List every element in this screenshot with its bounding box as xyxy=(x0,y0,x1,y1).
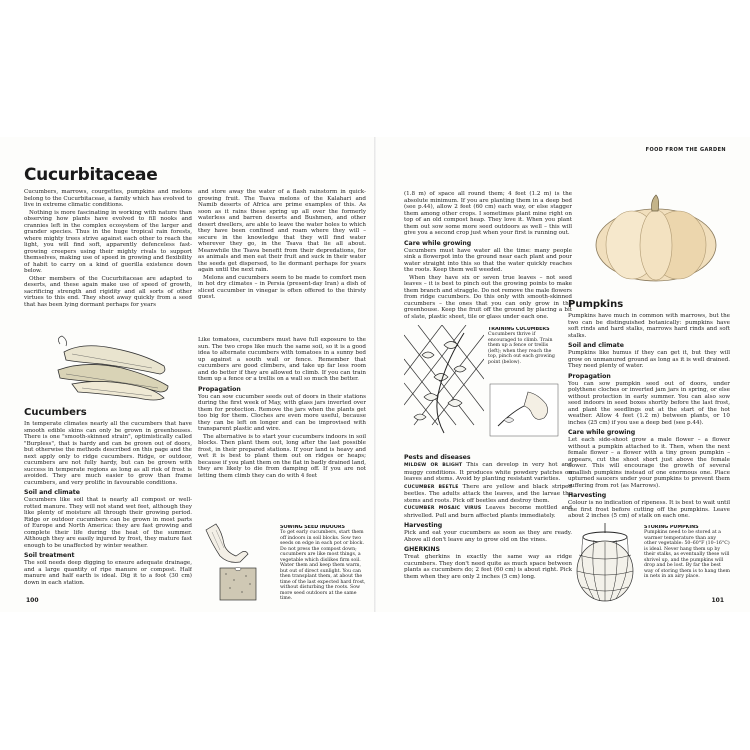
sowing-seed-illustration xyxy=(202,522,274,604)
intro-column-2 xyxy=(198,189,366,329)
pumpkin-care-heading: Care while growing xyxy=(568,429,636,436)
harvesting-text: Pick and eat your cucumbers as soon as they are ready. Above all don't leave any to grow old on the vines. xyxy=(404,530,572,543)
left-page xyxy=(18,137,370,612)
storing-caption-title: STORING PUMPKINS xyxy=(644,525,699,530)
propagation-text: The alternative is to start your cucumbers indoors in soil blocks. Then plant them out, long after the last possible frost, in their prepared stations. If your land is heavy and wet it is best to plant them out on ridges or heaps; because if you plant them on the flat in badly drained land, they are likely to die from damping off. If you are not letting them climb they can do with 4 feet xyxy=(198,433,366,479)
pest-item xyxy=(404,462,572,483)
training-cucumbers-illustration xyxy=(404,325,484,435)
pest-item xyxy=(404,505,572,519)
pumpkins-heading: Pumpkins xyxy=(568,299,624,310)
pumpkin-care-text: Let each side-shoot grow a male flower – a flower without a pumpkin attached to it. Then, when the next female flower – a flower with a tiny green pumpkin – appears, cut the shoot short just above the female flower. This will encourage the growth of several smallish pumpkins instead of one enormous one. Place upturned saucers under your pumpkins to prevent them suffering from rot (as Marrows). xyxy=(568,437,730,489)
soil-climate-text: Cucumbers like soil that is nearly all compost or well-rotted manure. They will not stand wet feet, although they like plenty of moisture all through their growing period. Ridge or outdoor cucumbers can be grown in most parts of Europe and North America: they are fast growing and complete their life during the heat of the summer. Although they are easily injured by frost, they mature fast enough to be unaffected by winter weather. xyxy=(24,497,192,549)
care-text: Cucumbers must have water all the time: many people sink a flowerpot into the ground near each plant and pour water straight into this so that the water quickly reaches the roots. Keep them well weeded. xyxy=(404,247,572,273)
storing-pumpkins-illustration xyxy=(570,523,640,607)
page-number-left: 100 xyxy=(26,597,39,604)
intro-paragraph: Nothing is more fascinating in working with nature than observing how plants have evolved to fill nooks and crannies left in the complex ecosystem of the larger and grander species. Thus in the huge tropical rain forests, where mighty trees strive against each other to reach the light, you will find soft, apparently defenceless fast-growing creepers using their mighty rivals to support themselves, making use of speed in growing and flexibility of habit to carry on a kind of guerilla existence down below. xyxy=(24,209,192,274)
pumpkin-propagation-heading: Propagation xyxy=(568,372,611,380)
running-header: FOOD FROM THE GARDEN xyxy=(645,147,726,153)
book-spread xyxy=(0,137,750,612)
intro-paragraph: and store away the water of a flash rainstorm in quick-growing fruit. The Tsava melons of the Kalahari and Namib deserts of Africa are prime examples of this. As soon as it rains these spring up all over the formerly waterless and barren deserts and Bushmen, and other desert dwellers, are able to leave the water holes to which they have been confined and roam where they will – secure in the knowledge that they will find water wherever they go, in the Tsava that lie all about. Meanwhile the Tsava benefit from their depredations, for as animals and men eat their fruit and suck in their water the seeds get dispersed, to lie dormant perhaps for years again until the next rain. xyxy=(198,189,366,273)
harvesting-heading: Harvesting xyxy=(404,522,443,529)
page-title: Cucurbitaceae xyxy=(24,165,158,185)
pests-column xyxy=(404,451,572,601)
pests-heading: Pests and diseases xyxy=(404,454,471,461)
sowing-caption-text: To get early cucumbers, start them off indoors in soil blocks. Sow two seeds on edge in each pot or block. Do not press the compost down; cucumbers are like most things, a vegetable which dislikes firm soil. Water them and keep them warm, but out of direct sunlight. You can then transplant them, at about the time of the last expected hard frost, without disturbing the roots. Sow more seed outdoors at the same time. xyxy=(280,530,366,601)
intro-paragraph: Melons and cucumbers seem to be made to comfort men in hot dry climates – in Persia (present-day Iran) a dish of sliced cucumber in vinegar is often offered to the thirsty guest. xyxy=(198,274,366,300)
care-text: When they have six or seven true leaves – not seed leaves – it is best to pinch out the growing points to make them branch and straggle. Do not remove the male flowers from ridge cucumbers. Do this only with smooth-skinned cucumbers – the ones that you can only grow in the greenhouse. Keep the fruit off the ground by placing a bit of slate, plastic sheet, tile or glass under each one. xyxy=(404,274,572,320)
spacing-text: (1.8 m) of space all round them; 4 feet (1.2 m) is the absolute minimum. If you are planting them in a deep bed (see p.44), allow 2 feet (60 cm) each way, or else stagger them among other crops. I sometimes plant mine right on top of an old compost heap. They love it. When you plant them out sow some more seed outdoors as well – this will give you a second crop just when your first is running out. xyxy=(404,191,572,236)
intro-column-1 xyxy=(24,189,192,329)
gherkins-text: Treat gherkins in exactly the same way as ridge cucumbers. They don't need quite as much space between plants as cucumbers do; 2 feet (60 cm) is about right. Pick them when they are only 2 inches (5 cm) long. xyxy=(404,554,572,580)
sowing-caption xyxy=(280,525,368,609)
pumpkin-harvesting-text: Colour is no indication of ripeness. It is best to wait until the first frost before cutting off the pumpkins. Leave about 2 inches (5 cm) of stalk on each one. xyxy=(568,500,730,519)
intro-paragraph: Other members of the Cucurbitaceae are adapted to deserts, and these again make use of speed of growth, sacrificing strength and rigidity and all sorts of other virtues to this end. They shoot away quickly from a seed that has been lying dormant perhaps for years xyxy=(24,275,192,308)
cucumbers-heading: Cucumbers xyxy=(24,407,87,418)
training-caption-text: Cucumbers thrive if encouraged to climb. Train them up a fence or trellis (left); when they reach the top, pinch out each growing point (below). xyxy=(488,332,555,365)
pumpkins-intro: Pumpkins have much in common with marrows, but the two can be distinguished botanically: pumpkins have soft rinds and hard stalks, marrows hard rinds and soft stalks. xyxy=(568,313,730,339)
sun-exposure-text: Like tomatoes, cucumbers must have full exposure to the sun. The two crops like much the same soil, so it is a good idea to alternate cucumbers with tomatoes in a sunny bed up against a south wall or fence. Remember that cucumbers are good climbers, and take up far less room and do better if they are allowed to climb. If you can train them up a fence or a trellis on a wall so much the better. xyxy=(198,337,366,382)
right-page xyxy=(380,137,732,612)
gherkins-heading: GHERKINS xyxy=(404,546,440,553)
pumpkin-harvesting-heading: Harvesting xyxy=(568,492,607,499)
cucumber-illustration xyxy=(52,334,172,404)
sowing-caption-title: SOWING SEED INDOORS xyxy=(280,525,345,530)
book-gutter xyxy=(374,137,376,612)
pest-item xyxy=(404,484,572,505)
pumpkin-soil-heading: Soil and climate xyxy=(568,342,624,349)
pest-text: This can develop in very hot and muggy conditions. It produces white powdery patches on leaves and stems. Avoid by planting resistant varieties. xyxy=(404,462,572,482)
pumpkin-illustration xyxy=(590,193,720,285)
pumpkin-propagation-text: You can sow pumpkin seed out of doors, under polythene cloches or inverted jam jars in spring, or else without protection in early summer. You can also sow seed indoors in seed boxes shortly before the last frost, and plant the seedlings out at the start of the hot weather. Allow 4 feet (1.2 m) between plants, or 10 inches (25 cm) if you use a deep bed (see p.44). xyxy=(568,380,730,426)
pest-text: There are yellow and black striped beetles. The adults attack the leaves, and the larvae the stems and roots. Pick off beetles and destroy them. xyxy=(404,483,572,504)
pinching-hand-illustration xyxy=(488,382,560,438)
pumpkin-soil-text: Pumpkins like humus if they can get it, but they will grow on unmanured ground as long as it is well drained. They need plenty of water. xyxy=(568,350,730,369)
propagation-column xyxy=(198,337,366,519)
storing-caption-text: Pumpkins need to be stored at a warmer temperature than any other vegetable: 50–60°F (10–16°C) is ideal. Never hang them up by their stalks, as eventually these will shrivel up, and the pumpkins will drop and be lost. By far the best way of storing them is to hang them in nets in an airy place. xyxy=(644,530,730,579)
pest-name: CUCUMBER MOSAIC VIRUS xyxy=(404,506,482,511)
soil-treatment-heading: Soil treatment xyxy=(24,552,75,559)
training-caption xyxy=(488,327,562,379)
pest-name: CUCUMBER BEETLE xyxy=(404,484,459,490)
intro-paragraph: Cucumbers, marrows, courgettes, pumpkins and melons belong to the Cucurbitaceae, a family which has evolved to live in extreme climatic conditions. xyxy=(24,189,192,208)
soil-climate-heading: Soil and climate xyxy=(24,489,80,496)
pest-name: MILDEW OR BLIGHT xyxy=(404,463,463,468)
propagation-text: You can sow cucumber seeds out of doors in their stations during the first week of May, with glass jars inverted over them for protection. Remove the jars when the plants get too big for them. Cloches are even more useful, because they can be left on longer and can be improvised with transparent plastic and wire. xyxy=(198,393,366,432)
training-caption-title: TRAINING CUCUMBERS xyxy=(488,327,550,332)
cucumbers-column xyxy=(24,405,192,610)
page-number-right: 101 xyxy=(711,597,724,604)
cucumbers-intro: In temperate climates nearly all the cucumbers that have smooth edible skins can only be grown in greenhouses. There is one "smooth-skinned strain", optimistically called "Burpless", that is hardy and can be grown out of doors, but otherwise the methods described on this page and the next apply only to ridge cucumbers. Ridge, or outdoor, cucumbers are not fully hardy, but can be grown with success in temperate regions as long as all risk of frost is avoided. They are much easier to grow than frame cucumbers, and very prolific in favourable conditions. xyxy=(24,421,192,486)
soil-treatment-text: The soil needs deep digging to ensure adequate drainage, and a large quantity of ripe manure or compost. Half manure and half earth is ideal. Dig it to a foot (30 cm) down in each station. xyxy=(24,560,192,586)
pest-text: Leaves become mottled and shrivelled. Pull and burn affected plants immediately. xyxy=(404,505,572,519)
propagation-heading: Propagation xyxy=(198,385,241,393)
care-column xyxy=(404,191,572,339)
care-heading: Care while growing xyxy=(404,239,472,247)
